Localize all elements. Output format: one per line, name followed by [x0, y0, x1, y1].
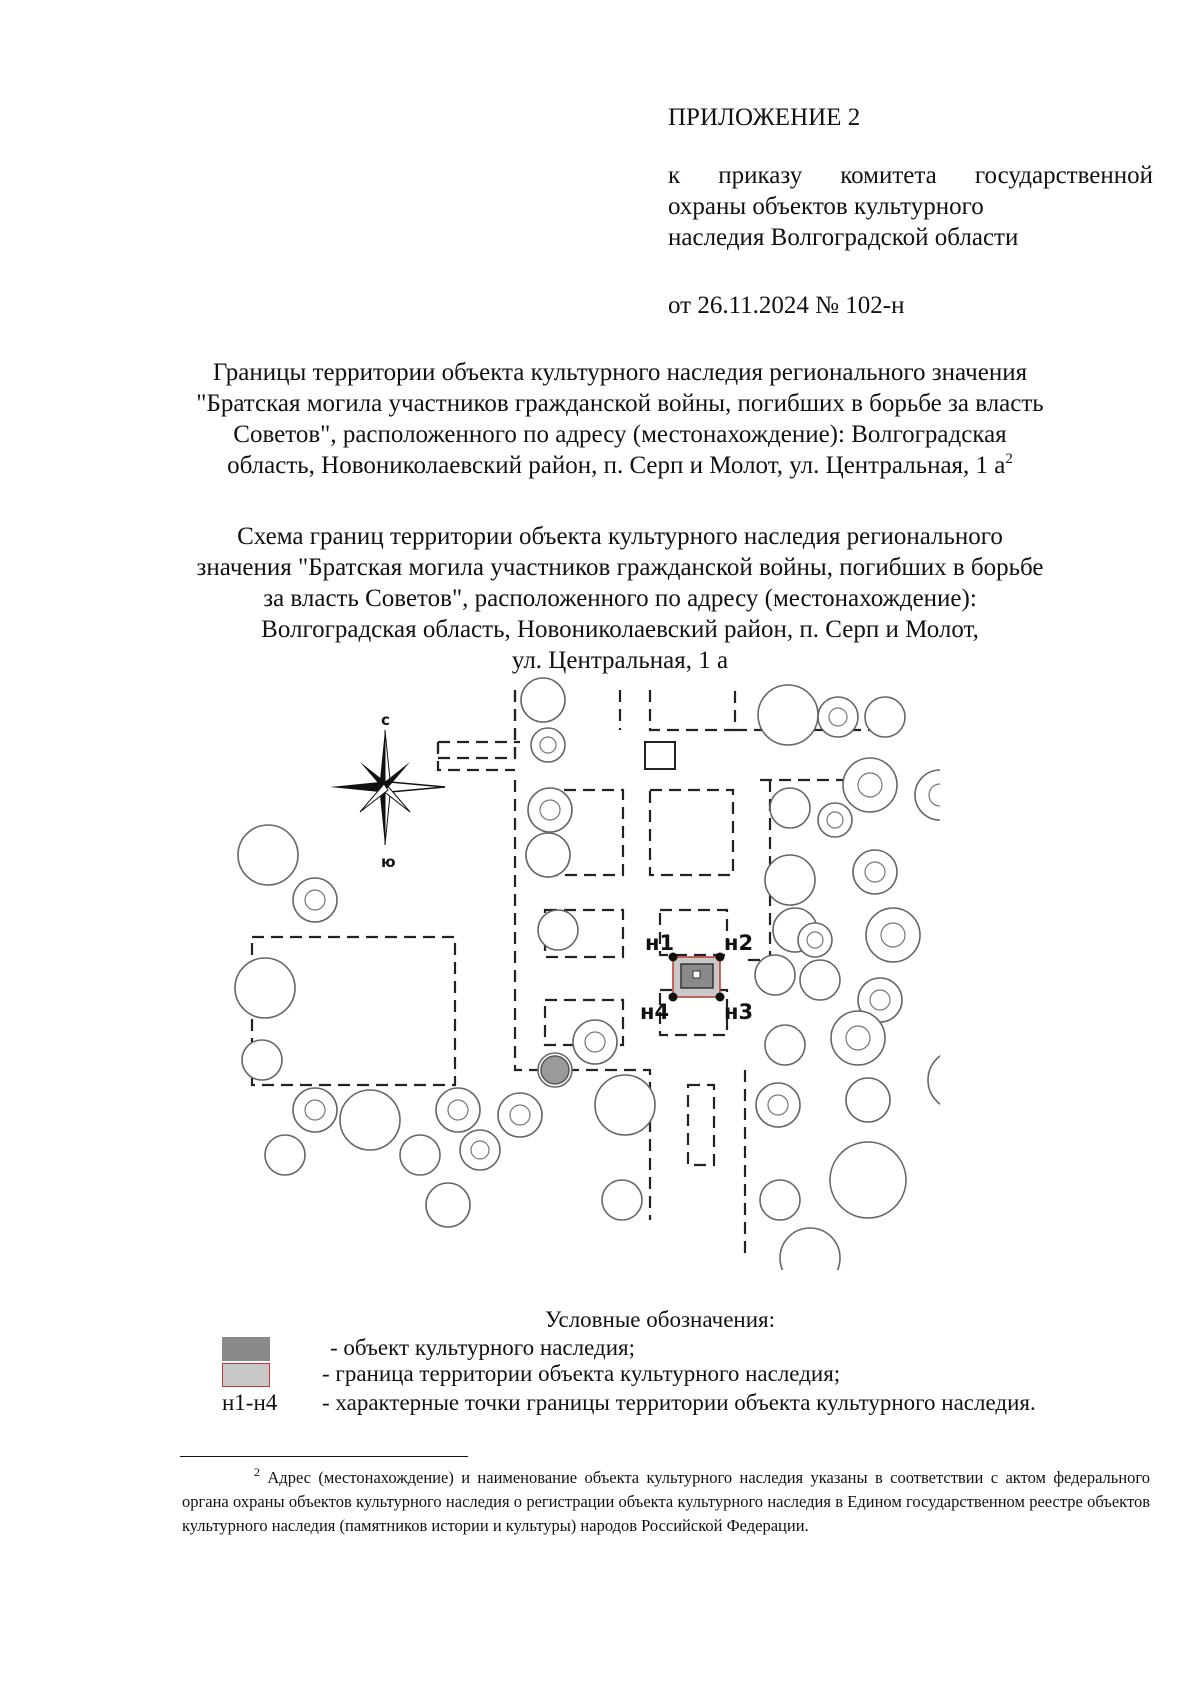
- small-structure: [645, 742, 675, 769]
- title-line: Советов", расположенного по адресу (местонахождение): Волгоградская: [233, 421, 1007, 448]
- title-line: область, Новониколаевский район, п. Серп и Молот, ул. Центральная, 1 а: [227, 452, 1006, 479]
- order-line: к приказу комитета государственной: [668, 162, 1153, 189]
- scheme-title-line: ул. Центральная, 1 а: [511, 647, 729, 674]
- title-line: "Братская могила участников гражданской войны, погибших в борьбе за власть: [196, 390, 1044, 417]
- compass-rose-icon: [330, 730, 445, 845]
- tree-dark-symbol: [541, 1056, 569, 1084]
- monument-marker: [693, 971, 700, 978]
- tree-symbols: [235, 678, 940, 1270]
- point-label-n3: н3: [724, 1000, 754, 1024]
- footnote-ref: 2: [1005, 451, 1013, 467]
- boundaries-title: [160, 357, 1080, 481]
- point-label-n2: н2: [724, 931, 754, 955]
- legend-text: - объект культурного наследия;: [330, 1335, 635, 1360]
- order-line: наследия Волгоградской области: [668, 224, 1019, 251]
- legend-swatch-boundary: [222, 1363, 270, 1387]
- scheme-title-line: за власть Советов", расположенного по адресу (местонахождение):: [263, 585, 977, 612]
- scheme-title-line: Схема границ территории объекта культурного наследия регионального: [237, 523, 1003, 550]
- legend-swatch-object: [222, 1337, 270, 1361]
- scheme-title: [160, 521, 1080, 676]
- boundary-scheme-map: [200, 670, 940, 1270]
- footnote-text: Адрес (местонахождение) и наименование объекта культурного наследия указаны в соответствии с актом федерального органа охраны объектов культурного наследия о регистрации объекта культурного наследия в Едином государственном реестре объектов культурного наследия (памятников истории и культуры) народов Российской Федерации.: [182, 1468, 1150, 1535]
- legend-text: - характерные точки границы территории объекта культурного наследия.: [322, 1390, 1036, 1415]
- appendix-title: ПРИЛОЖЕНИЕ 2: [668, 104, 861, 131]
- point-label-n4: н4: [640, 1000, 670, 1024]
- scheme-title-line: значения "Братская могила участников гражданской войны, погибших в борьбе: [196, 554, 1044, 581]
- boundary-point-n4: [669, 993, 678, 1002]
- title-line: Границы территории объекта культурного наследия регионального значения: [212, 359, 1028, 386]
- legend-title: Условные обозначения:: [544, 1307, 776, 1332]
- scheme-title-line: Волгоградская область, Новониколаевский район, п. Серп и Молот,: [261, 616, 979, 643]
- compass-south-label: ю: [381, 853, 396, 871]
- order-reference: [668, 160, 1153, 253]
- order-line: охраны объектов культурного: [668, 193, 984, 220]
- footnote: [182, 1466, 1150, 1538]
- legend-text: - граница территории объекта культурного наследия;: [322, 1361, 841, 1386]
- footnote-separator: [180, 1456, 468, 1457]
- compass-north-label: с: [381, 711, 390, 729]
- order-date: от 26.11.2024 № 102-н: [668, 292, 905, 319]
- legend-points-symbol: н1-н4: [222, 1390, 278, 1415]
- footnote-mark: 2: [254, 1465, 260, 1479]
- point-label-n1: н1: [645, 931, 675, 955]
